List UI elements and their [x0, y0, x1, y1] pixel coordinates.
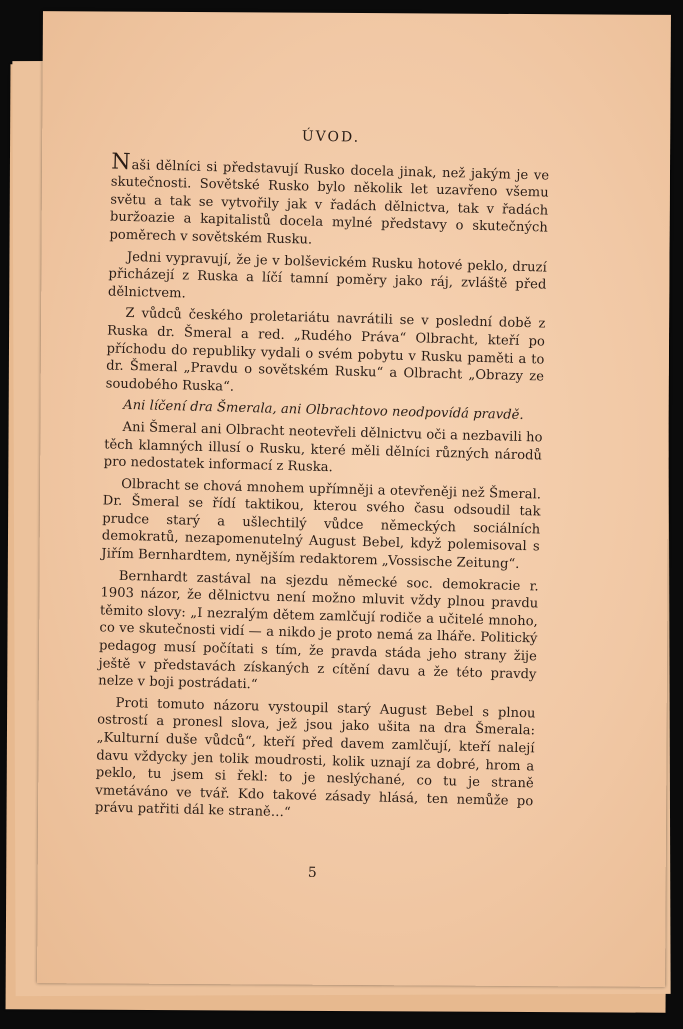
- paragraph-2: Jedni vypravují, že je v bolševickém Rusku hotové peklo, druzí přicházejí z Ruska a líčí tamní poměry jako ráj, zvláště před dělnictvem.: [107, 249, 547, 302]
- paragraph-4-italic: Ani líčení dra Šmerala, ani Olbrachtovo neodpovídá pravdě.: [122, 398, 524, 424]
- page-number: 5: [307, 864, 318, 881]
- paragraph-1-text: aši dělníci si představují Rusko docela jinak, než jakým je ve skutečnosti. Sovětské Rusko bylo několik let uzavřeno všemu světu a tak se vytvořily jak v řadách dělnictva, tak v řadách buržoazie a kapitalistů docela mylné představy o skutečných poměrech v sovětském Rusku.: [109, 157, 550, 248]
- page-text-block: [93, 124, 550, 888]
- document-page: [37, 11, 671, 987]
- paragraph-5: Ani Šmeral ani Olbracht neotevřeli dělnictvu oči a nezbavili ho těch klamných illusí o Rusku, které měli dělníci různých národů pro nedostatek informací z Ruska.: [103, 419, 543, 476]
- paragraph-8: Proti tomuto názoru vystoupil starý August Bebel s plnou ostrostí a pronesl slova, jež jsou jako ušita na dra Šmerala: „Kulturní duše vůdců“, kteří před davem zamlčují, kteří nalejí davu vždycky jen tolik moudrosti, kolik uznají za dobré, hrom a peklo, tu jsem si řekl: to je neslýchané, co tu je straně vmetáváno ve tvář. Kdo takové zásady hlásá, ten nemůže po právu patřiti dál ke straně…“: [94, 695, 536, 821]
- page-heading: ÚVOD.: [301, 128, 361, 146]
- paragraph-3: Z vůdců českého proletariátu navrátili se v poslední době z Ruska dr. Šmeral a red. „Rudého Práva“ Olbracht, kteří po příchodu do republiky vydali o svém pobytu v Rusku paměti a to dr. Šmeral „Pravdu o sovětském Rusku“ a Olbracht „Obrazy ze soudobého Ruska“.: [105, 306, 546, 395]
- paragraph-6: Olbracht se chová mnohem upřímněji a otevřeněji než Šmeral. Dr. Šmeral se řídí taktikou, kterou svého času odsoudil tak prudce starý a ušlechtilý vůdce německých sociálních demokratů, nezapomenutelný August Bebel, když polemisoval s Jiřím Bernhardtem, nynějším redaktorem „Vossische Zeitung“.: [101, 476, 542, 573]
- paragraph-1: [109, 149, 550, 255]
- paragraph-7: Bernhardt zastával na sjezdu německé soc. demokracie r. 1903 názor, že dělnictvu není možno mluvit vždy plnou pravdu těmito slovy: „I nezralým dětem zamlčují rodiče a učitelé mnoho, co ve skutečnosti vidí — a nikdo je proto nemá za lháře. Politický pedagog musí počítati s tím, že pravda stáda jeho strany žije ještě v představách získaných z cítění davu a že této pravdy nelze v boji postrádati.“: [97, 568, 539, 693]
- paragraph-1-initial: N: [111, 149, 131, 175]
